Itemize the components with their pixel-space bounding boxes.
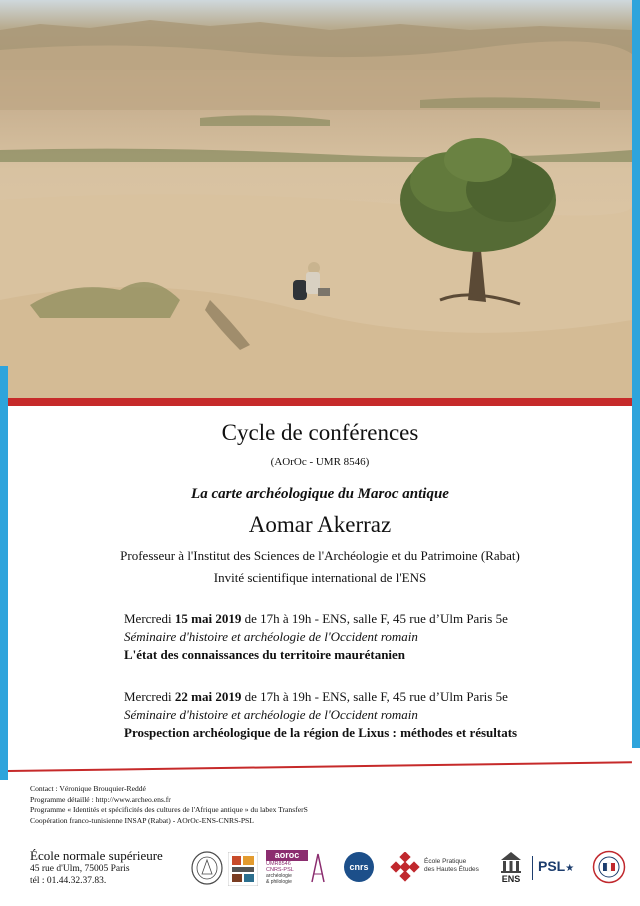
ens-name: École normale supérieure [30, 848, 163, 863]
psl-divider [532, 856, 533, 880]
session-date-line [124, 688, 594, 706]
partner-logos [186, 846, 632, 890]
aoroc-logo-icon [266, 850, 308, 886]
ephe-name-line-2: des Hautes Études [424, 866, 479, 873]
republique-francaise-seal-icon [592, 850, 626, 884]
ephe-name-line-1: École Pratique [424, 858, 467, 865]
speaker-invitation: Invité scientifique international de l'ENS [213, 570, 427, 585]
psl-logo-icon [538, 858, 574, 874]
contact-line: Contact : Véronique Brouquier-Reddé [30, 784, 146, 793]
transfers-logo-icon [228, 852, 258, 886]
program-link[interactable]: Programme détaillé : http://www.archeo.ens.fr [30, 794, 171, 804]
session-topic: Prospection archéologique de la région de Lixus : méthodes et résultats [124, 725, 518, 740]
session-details: de 17h à 19h - ENS, salle F, 45 rue d’Ulm Paris 5e [241, 611, 508, 626]
ens-address-block [30, 848, 163, 887]
session-seminar: Séminaire d'histoire et archéologie de l'Occident romain [124, 707, 418, 722]
blue-frame-left [0, 366, 8, 780]
red-diagonal-rule [8, 761, 632, 772]
ens-address: 45 rue d'Ulm, 75005 Paris [30, 864, 130, 874]
aoroc-pen-icon [308, 852, 328, 884]
cnrs-logo-icon: cnrs [344, 852, 374, 882]
desert-landscape-illustration [0, 0, 632, 398]
session-details: de 17h à 19h - ENS, salle F, 45 rue d’Ulm Paris 5e [241, 689, 508, 704]
session-day: Mercredi [124, 689, 175, 704]
contact-block [30, 784, 308, 826]
cooperation-line: Coopération franco-tunisienne INSAP (Rabat) - AOrOc-ENS-CNRS-PSL [30, 815, 254, 825]
cycle-title: Cycle de conférences [221, 420, 419, 445]
aoroc-umr: UMR8546 [266, 861, 291, 867]
ephe-name [424, 858, 479, 874]
program-line: Programme « Identités et spécificités des cultures de l'Afrique antique » du labex TransferS [30, 805, 308, 814]
ens-logo-icon [498, 850, 524, 874]
aoroc-affiliation: CNRS-PSL [266, 867, 294, 873]
insap-seal-icon [190, 850, 224, 886]
aoroc-discipline-1: archéologie [266, 873, 292, 879]
psl-star-icon: ★ [565, 863, 575, 874]
session-date: 22 mai 2019 [174, 689, 242, 704]
ephe-logo-icon [390, 852, 420, 882]
ens-phone: tél : 01.44.32.37.83. [30, 876, 107, 886]
ens-logo-label: ENS [501, 874, 521, 884]
research-unit: (AOrOc - UMR 8546) [270, 456, 370, 468]
psl-label: PSL [538, 858, 566, 874]
session-date-line [124, 610, 594, 628]
aoroc-discipline-2: & philologie [266, 879, 292, 885]
session-date: 15 mai 2019 [174, 611, 242, 626]
session-day: Mercredi [124, 611, 175, 626]
blue-frame-right [632, 10, 640, 748]
aoroc-label: aoroc [266, 850, 308, 861]
subject-title: La carte archéologique du Maroc antique [191, 486, 449, 502]
session-1 [124, 610, 594, 664]
session-topic: L'état des connaissances du territoire maurétanien [124, 647, 406, 662]
speaker-role: Professeur à l'Institut des Sciences de l'Archéologie et du Patrimoine (Rabat) [120, 548, 520, 563]
red-divider [8, 398, 632, 406]
session-seminar: Séminaire d'histoire et archéologie de l'Occident romain [124, 629, 418, 644]
speaker-name: Aomar Akerraz [248, 512, 392, 537]
session-2 [124, 688, 594, 742]
landscape-photo [0, 0, 632, 398]
